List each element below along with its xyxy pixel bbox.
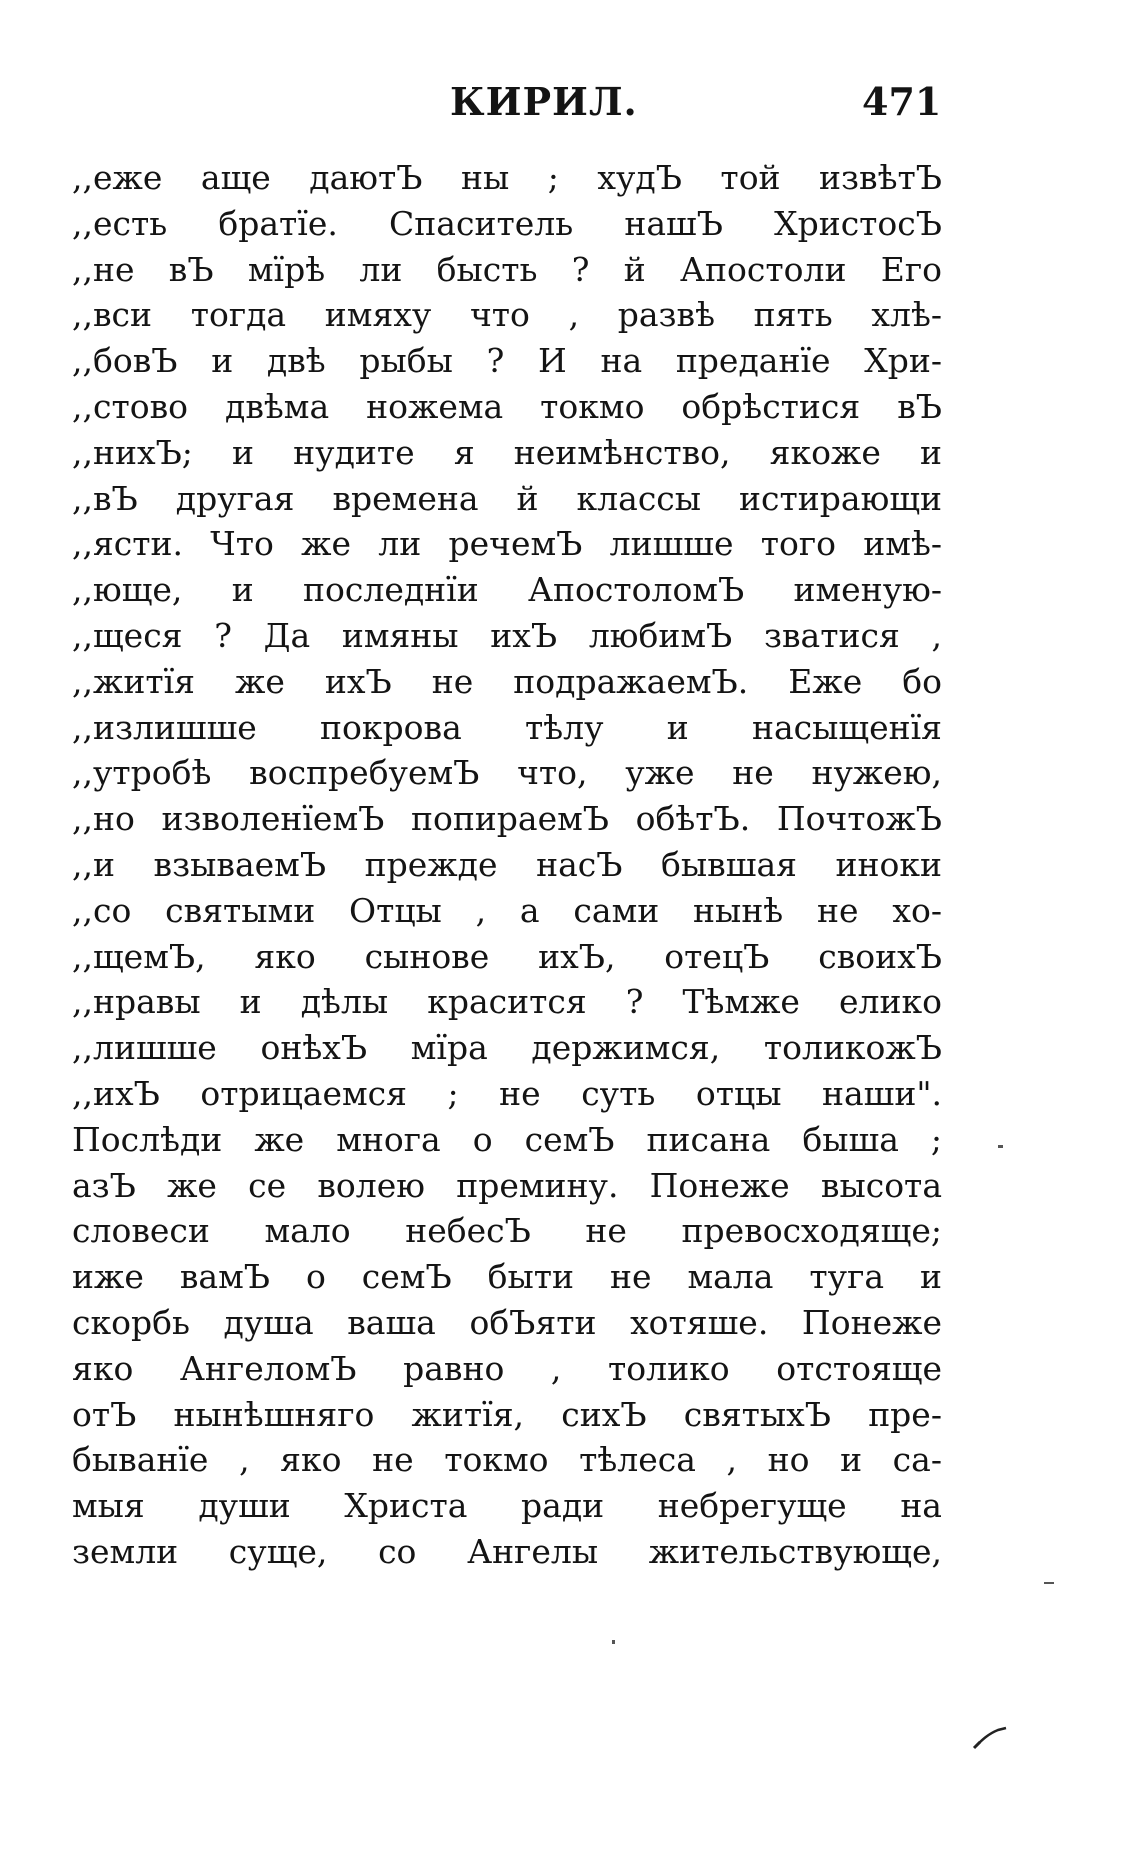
text-line: ,,есть братїе. Спаситель нашЪ ХристосЪ xyxy=(72,203,942,243)
text-line: ,,стово двѣма ножема токмо обрѣстися вЪ xyxy=(72,386,942,426)
text-line: азЪ же се волею премину. Понеже высота xyxy=(72,1165,942,1205)
text-line: ,,ясти. Что же ли речемЪ лишше того имѣ- xyxy=(72,524,942,564)
text-line: отЪ нынѣшняго житїя, сихЪ святыхЪ пре- xyxy=(72,1394,942,1434)
text-line: быванїе , яко не токмо тѣлеса , но и са- xyxy=(72,1440,942,1480)
text-line: ,,лишше онѣхЪ мїра держимся, толикожЪ xyxy=(72,1028,942,1068)
text-line: ,,излишше покрова тѣлу и насыщенїя xyxy=(72,707,942,747)
text-line: ,,утробѣ воспребуемЪ что, уже не нужею, xyxy=(72,753,942,793)
text-line: ,,и взываемЪ прежде насЪ бывшая иноки xyxy=(72,844,942,884)
text-line: словеси мало небесЪ не превосходяще; xyxy=(72,1211,942,1251)
text-line: ,,нихЪ; и нудите я неимѣнство, якоже и xyxy=(72,432,942,472)
text-line: ,,юще, и последнїи АпостоломЪ именую- xyxy=(72,570,942,610)
text-line: ,,со святыми Отцы , а сами нынѣ не хо- xyxy=(72,890,942,930)
pen-stroke-mark xyxy=(972,1720,1012,1750)
text-line: ,,не вЪ мїрѣ ли бысть ? й Апостоли Его xyxy=(72,249,942,289)
text-line: ,,но изволенїемЪ попираемЪ обѣтЪ. ПочтожЪ xyxy=(72,799,942,839)
text-line: ,,нравы и дѣлы красится ? Тѣмже елико xyxy=(72,982,942,1022)
text-line: ,,житїя же ихЪ не подражаемЪ. Еже бо xyxy=(72,661,942,701)
text-line: земли суще, со Ангелы жительствующе, xyxy=(72,1531,942,1571)
text-line: иже вамЪ о семЪ быти не мала туга и xyxy=(72,1257,942,1297)
text-line: мыя души Христа ради небрегуще на xyxy=(72,1486,942,1526)
page-number: 471 xyxy=(862,79,942,124)
body-text xyxy=(72,155,942,1575)
text-line: ,,вси тогда имяху что , развѣ пять хлѣ- xyxy=(72,295,942,335)
text-line: Послѣди же многа о семЪ писана быша ; xyxy=(72,1119,942,1159)
text-line: яко АнгеломЪ равно , толико отстояще xyxy=(72,1348,942,1388)
text-line: ,,щемЪ, яко сынове ихЪ, отецЪ своихЪ xyxy=(72,936,942,976)
text-line: ,,ихЪ отрицаемся ; не суть отцы наши". xyxy=(72,1073,942,1113)
text-line: ,,щеся ? Да имяны ихЪ любимЪ зватися , xyxy=(72,615,942,655)
text-line: скорбь душа ваша обЪяти хотяше. Понеже xyxy=(72,1302,942,1342)
running-head xyxy=(0,72,1140,132)
scan-speck xyxy=(998,1145,1003,1148)
text-line: ,,еже аще даютЪ ны ; худЪ той извѣтЪ xyxy=(72,158,942,197)
text-line: ,,вЪ другая времена й классы истирающи xyxy=(72,478,942,518)
scan-speck xyxy=(1044,1582,1054,1584)
text-line: ,,бовЪ и двѣ рыбы ? И на преданїе Хри- xyxy=(72,341,942,381)
running-title: КИРИЛ. xyxy=(450,79,638,124)
scan-speck xyxy=(612,1640,615,1644)
